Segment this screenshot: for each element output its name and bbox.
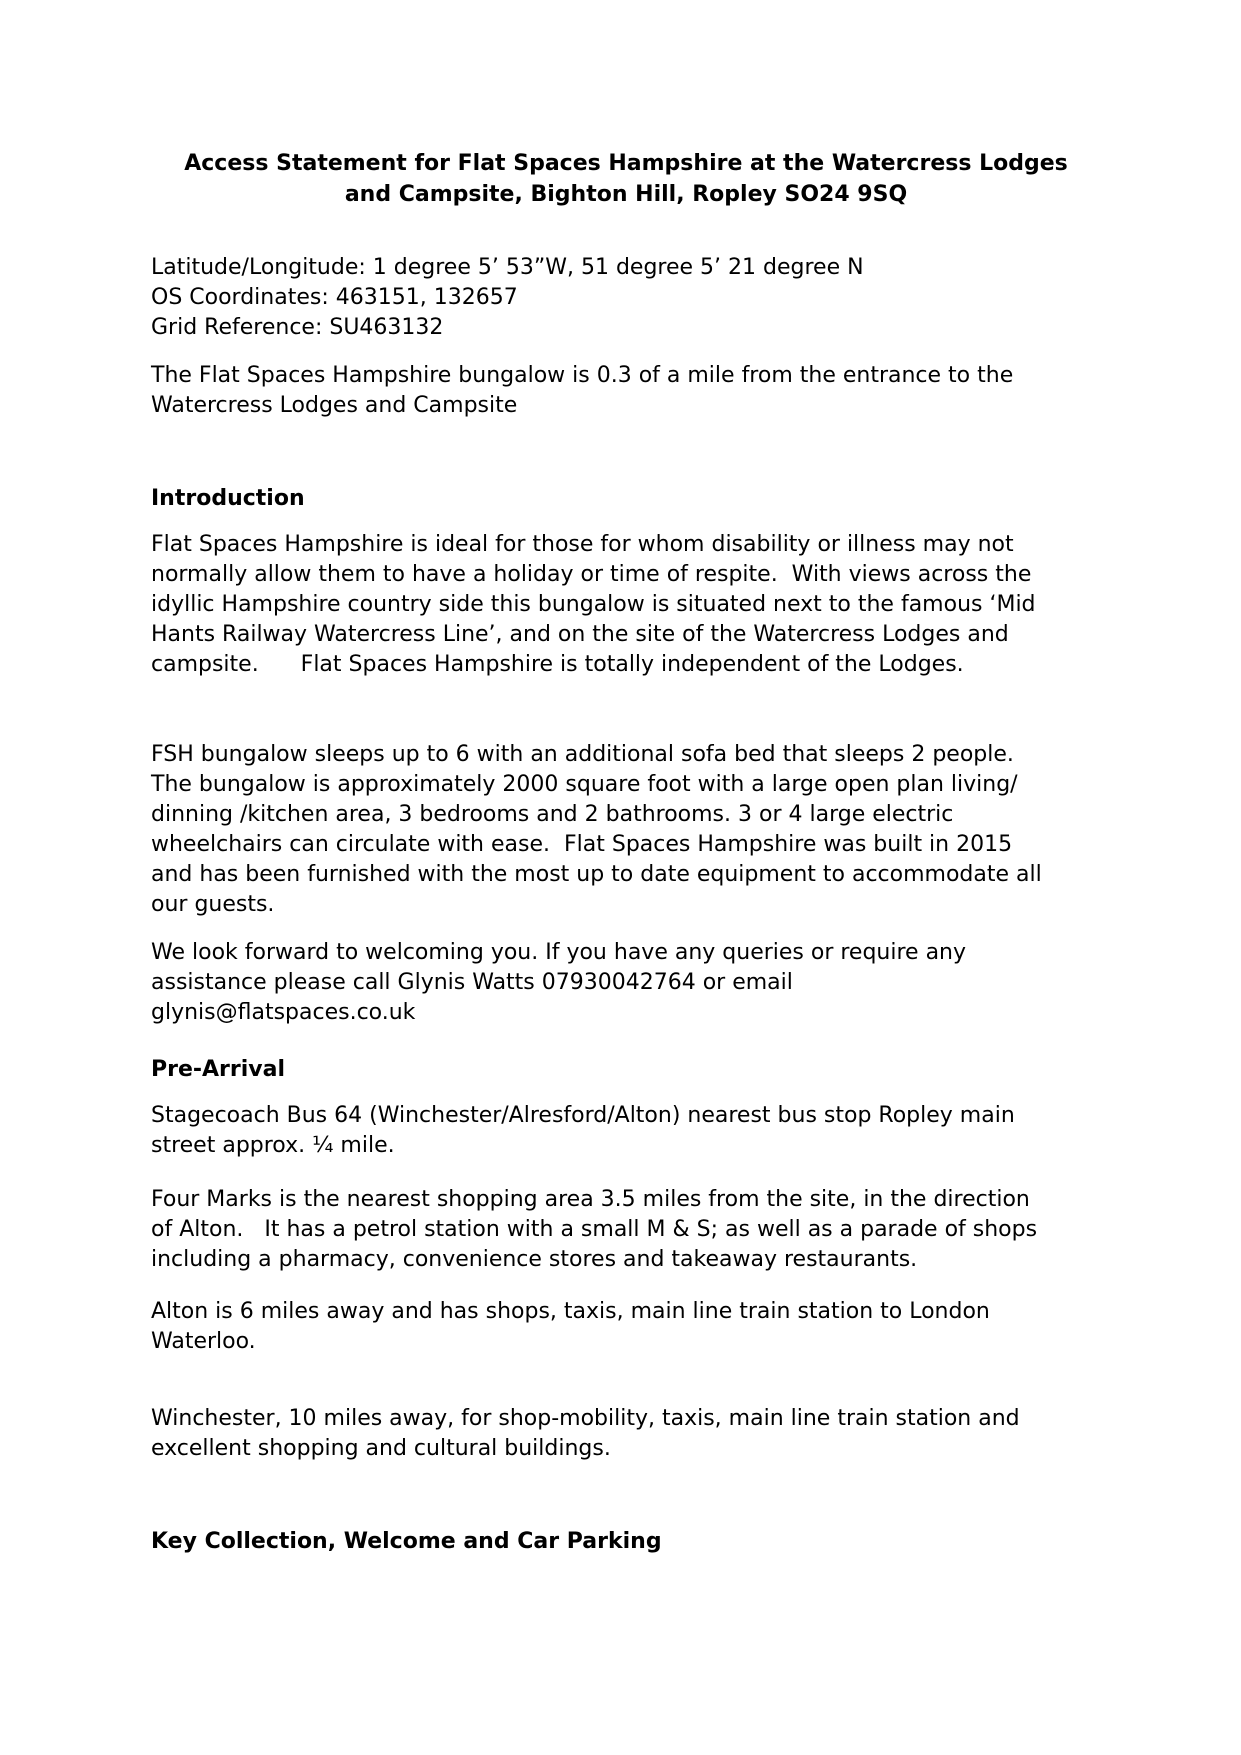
paragraph-line: and has been furnished with the most up to date equipment to accommodate all (151, 862, 1042, 887)
paragraph-line: excellent shopping and cultural buildings. (151, 1436, 611, 1461)
distance-line: The Flat Spaces Hampshire bungalow is 0.3 of a mile from the entrance to the (151, 363, 1014, 388)
paragraph-line: Alton is 6 miles away and has shops, taxis, main line train station to London (151, 1299, 990, 1324)
grid-reference-text: Grid Reference: SU463132 (151, 315, 444, 340)
distance-paragraph (151, 361, 1101, 421)
alton-paragraph (151, 1297, 1101, 1357)
paragraph-line: normally allow them to have a holiday or time of respite. With views across the (151, 562, 1032, 587)
location-details (151, 253, 1101, 343)
contact-email-text: glynis@flatspaces.co.uk (151, 1000, 416, 1025)
paragraph-line: idyllic Hampshire country side this bungalow is situated next to the famous ‘Mid (151, 592, 1036, 617)
introduction-paragraph-1 (151, 530, 1101, 680)
document-title (151, 148, 1101, 210)
paragraph-line: We look forward to welcoming you. If you have any queries or require any (151, 940, 967, 965)
paragraph-line: assistance please call Glynis Watts 07930042764 or email (151, 970, 793, 995)
introduction-paragraph-3 (151, 938, 1101, 1028)
paragraph-line: dinning /kitchen area, 3 bedrooms and 2 bathrooms. 3 or 4 large electric (151, 802, 954, 827)
introduction-heading: Introduction (151, 486, 305, 511)
distance-line: Watercress Lodges and Campsite (151, 393, 518, 418)
paragraph-line: wheelchairs can circulate with ease. Flat Spaces Hampshire was built in 2015 (151, 832, 1013, 857)
paragraph-line: Waterloo. (151, 1329, 256, 1354)
four-marks-paragraph (151, 1185, 1101, 1275)
pre-arrival-heading: Pre-Arrival (151, 1057, 286, 1082)
introduction-paragraph-2 (151, 740, 1101, 920)
paragraph-line: Flat Spaces Hampshire is ideal for those for whom disability or illness may not (151, 532, 1014, 557)
paragraph-line: street approx. ¼ mile. (151, 1133, 395, 1158)
paragraph-line: The bungalow is approximately 2000 square foot with a large open plan living/ (151, 772, 1018, 797)
paragraph-line: campsite. Flat Spaces Hampshire is totally independent of the Lodges. (151, 652, 964, 677)
os-coordinates-text: OS Coordinates: 463151, 132657 (151, 285, 518, 310)
paragraph-line: our guests. (151, 892, 275, 917)
paragraph-line: of Alton. It has a petrol station with a small M & S; as well as a parade of shops (151, 1217, 1038, 1242)
title-line-2: and Campsite, Bighton Hill, Ropley SO24 9SQ (344, 182, 908, 207)
paragraph-line: Stagecoach Bus 64 (Winchester/Alresford/Alton) nearest bus stop Ropley main (151, 1103, 1015, 1128)
paragraph-line: Four Marks is the nearest shopping area 3.5 miles from the site, in the direction (151, 1187, 1030, 1212)
bus-paragraph (151, 1101, 1101, 1161)
paragraph-line: Hants Railway Watercress Line’, and on the site of the Watercress Lodges and (151, 622, 1009, 647)
lat-long-text: Latitude/Longitude: 1 degree 5’ 53”W, 51 degree 5’ 21 degree N (151, 255, 864, 280)
paragraph-line: Winchester, 10 miles away, for shop-mobility, taxis, main line train station and (151, 1406, 1020, 1431)
paragraph-line: FSH bungalow sleeps up to 6 with an additional sofa bed that sleeps 2 people. (151, 742, 1014, 767)
title-line-1: Access Statement for Flat Spaces Hampshire at the Watercress Lodges (184, 151, 1068, 176)
winchester-paragraph (151, 1404, 1101, 1464)
paragraph-line: including a pharmacy, convenience stores and takeaway restaurants. (151, 1247, 918, 1272)
key-collection-heading: Key Collection, Welcome and Car Parking (151, 1529, 662, 1554)
